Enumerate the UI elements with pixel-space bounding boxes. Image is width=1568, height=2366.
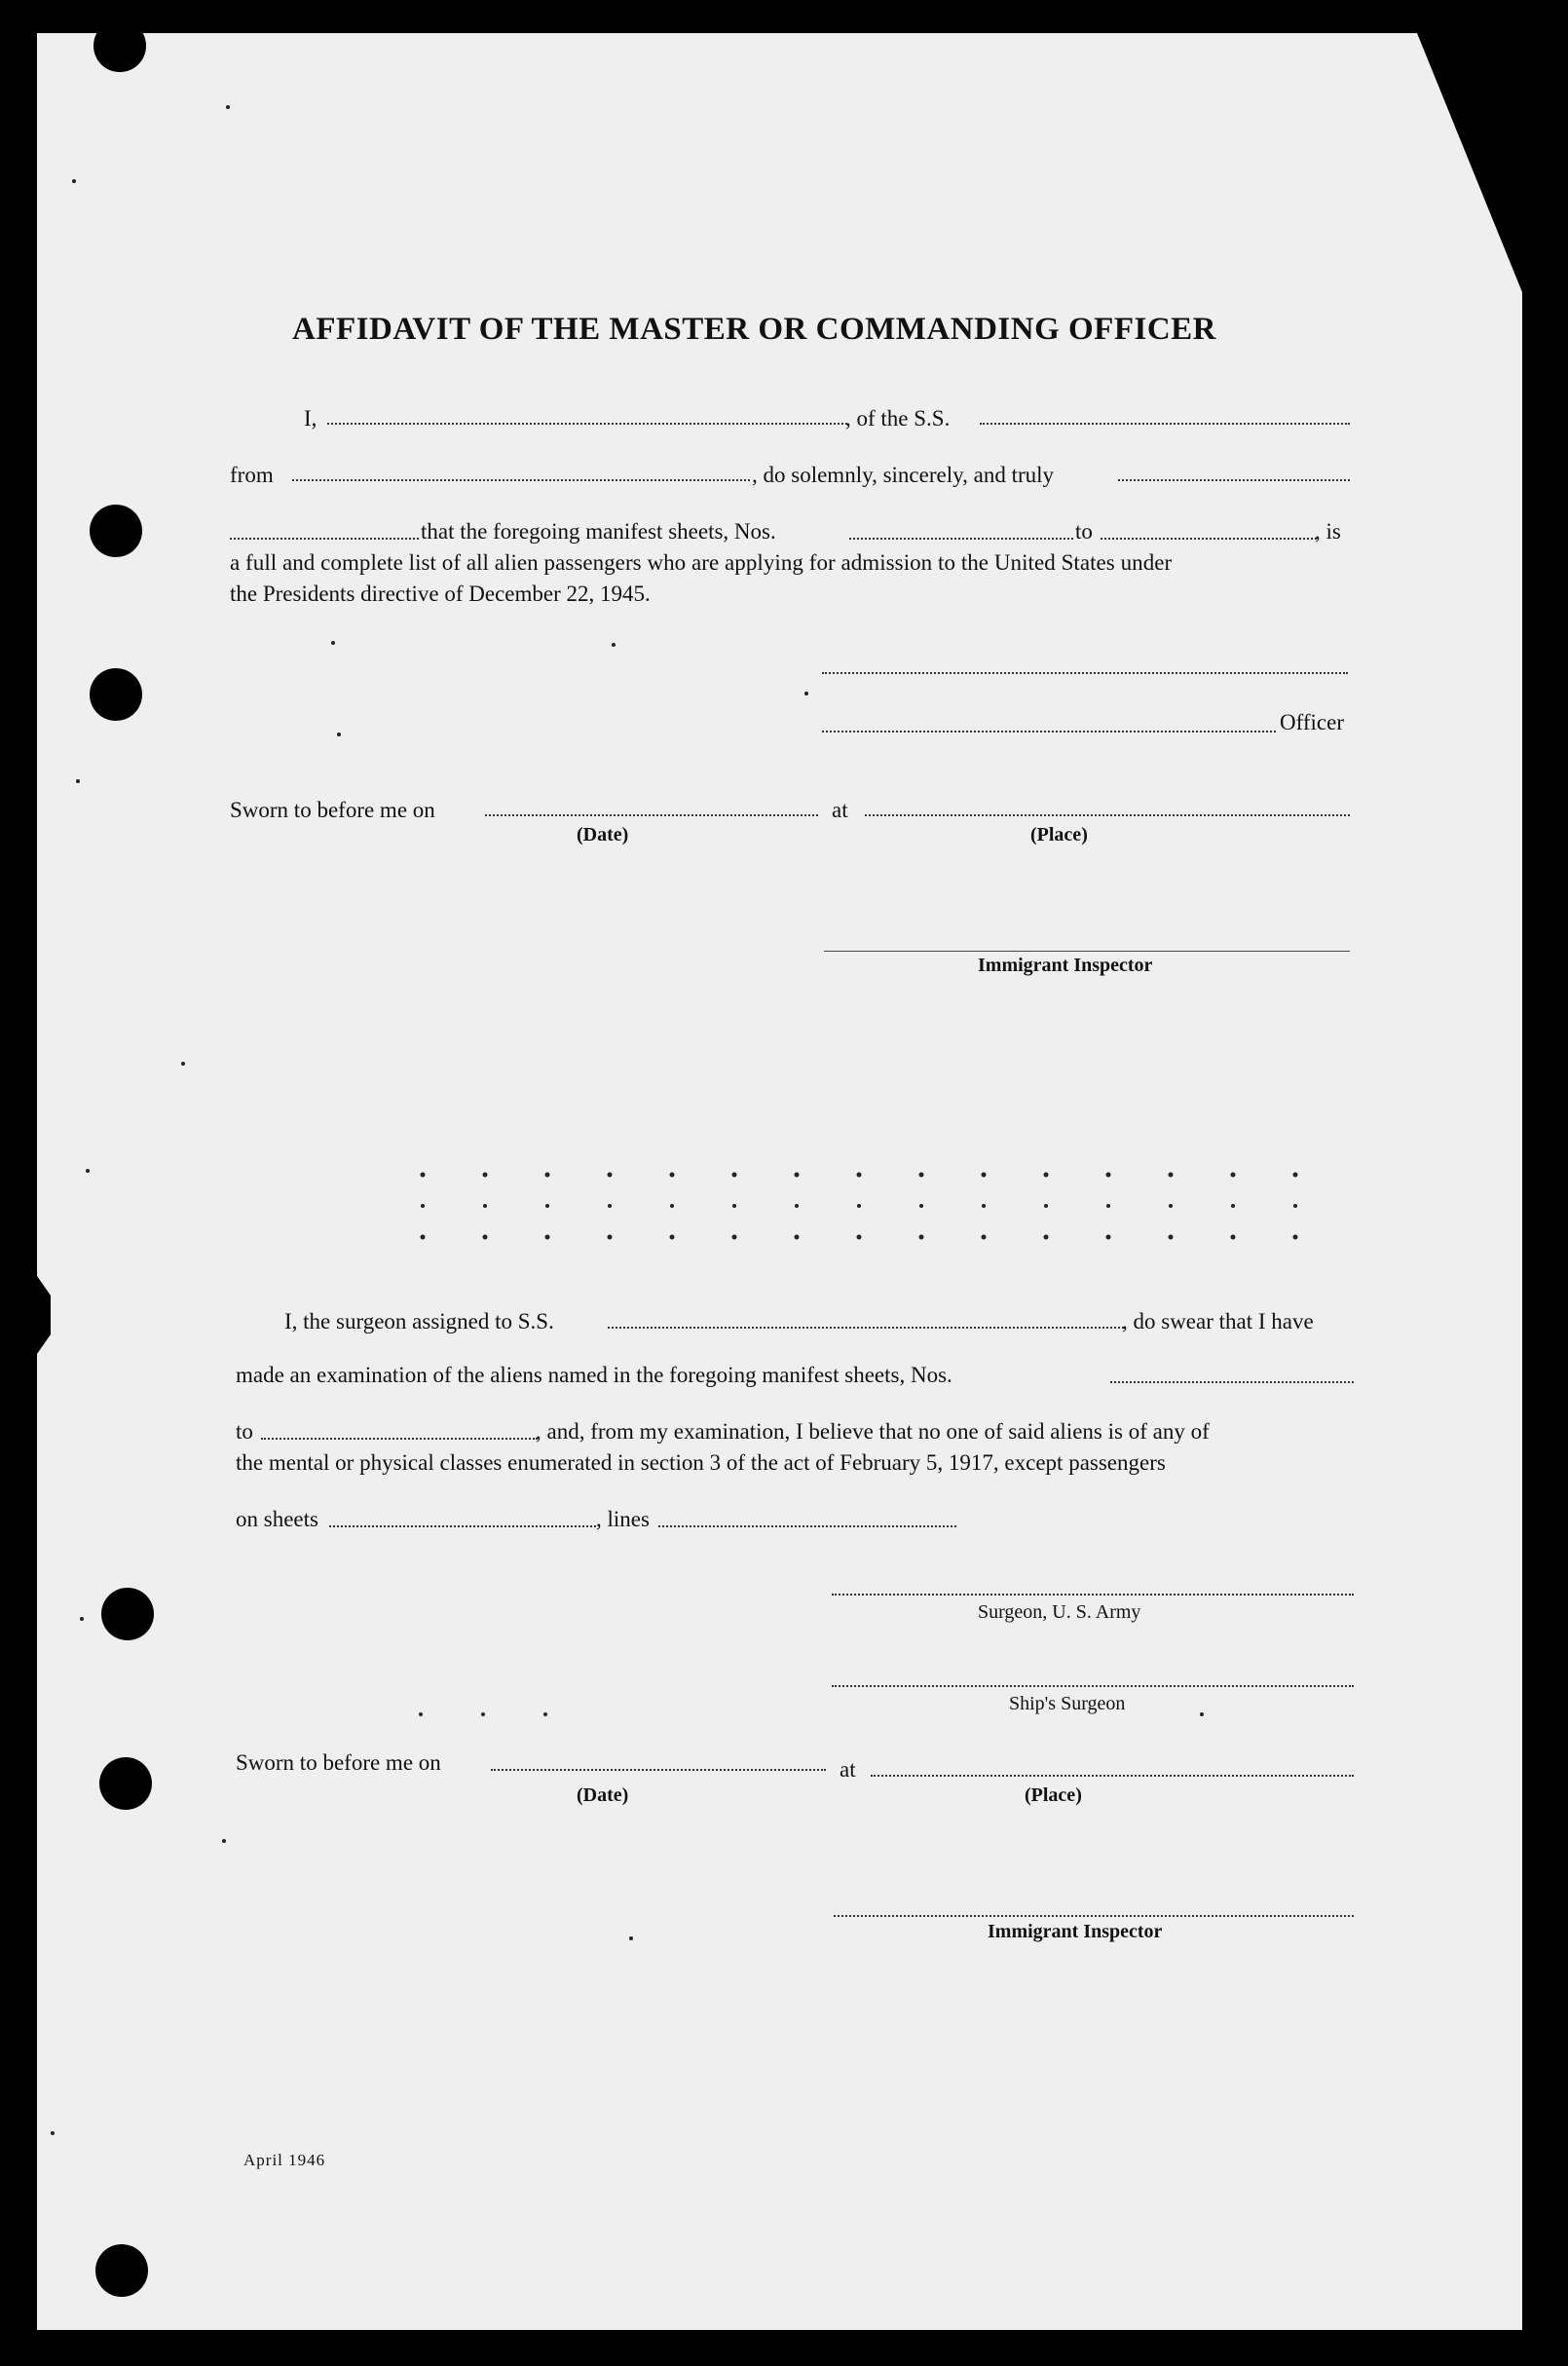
lines-label: , lines [596, 1507, 650, 1531]
punch-hole [90, 668, 142, 721]
master-sworn-place-field[interactable] [865, 814, 1350, 816]
paper-speck [86, 1169, 90, 1173]
paper-speck [1200, 1712, 1204, 1716]
surgeon-sworn-date-field[interactable] [491, 1769, 826, 1771]
ship-surgeon-signature-line[interactable] [832, 1685, 1354, 1687]
lines-field[interactable] [658, 1525, 956, 1527]
oath-verb-field[interactable] [230, 538, 419, 540]
of-ss-label: , of the S.S. [845, 406, 951, 431]
surgeon-inspector-label: Immigrant Inspector [988, 1921, 1163, 1942]
paper-speck [76, 779, 80, 783]
paper-speck [804, 692, 808, 695]
surgeon-line1-end: , do swear that I have [1122, 1309, 1314, 1333]
from-port-field[interactable] [292, 479, 750, 481]
oath-type-field[interactable] [1118, 479, 1350, 481]
master-sworn-date-field[interactable] [485, 814, 818, 816]
paper-speck [331, 641, 335, 645]
officer-title-line[interactable] [822, 731, 1276, 732]
surgeon-to-label: to [236, 1419, 253, 1444]
surgeon-inspector-line[interactable] [834, 1915, 1354, 1917]
dot-grid-divider [409, 1159, 1315, 1257]
paper-speck [72, 179, 76, 183]
paper-speck [419, 1712, 423, 1716]
punch-hole [99, 1757, 152, 1810]
master-at-label: at [832, 798, 848, 822]
do-solemnly-label: , do solemnly, sincerely, and truly [752, 463, 1055, 487]
paper-speck [612, 643, 616, 647]
master-sworn-label: Sworn to before me on [230, 798, 435, 822]
paper-speck [51, 2131, 55, 2135]
paper-speck [80, 1617, 84, 1621]
army-surgeon-label: Surgeon, U. S. Army [978, 1601, 1141, 1623]
surgeon-line1-start: I, the surgeon assigned to S.S. [284, 1309, 554, 1333]
surgeon-place-caption: (Place) [1025, 1784, 1082, 1806]
ship-surgeon-label: Ship's Surgeon [1009, 1693, 1126, 1714]
surgeon-line3-end: , and, from my examination, I believe that no one of said aliens is of any of [536, 1419, 1210, 1444]
surgeon-sworn-label: Sworn to before me on [236, 1750, 441, 1775]
surgeon-date-caption: (Date) [577, 1784, 629, 1806]
master-body-line3: the Presidents directive of December 22, 1945. [230, 582, 651, 606]
punch-hole [93, 19, 146, 72]
surgeon-at-label: at [840, 1757, 856, 1782]
master-inspector-line[interactable] [824, 951, 1350, 952]
sheet-from-field[interactable] [849, 538, 1073, 540]
surgeon-sworn-place-field[interactable] [871, 1775, 1354, 1777]
paper-speck [543, 1712, 547, 1716]
surgeon-sheets-to-field[interactable] [261, 1438, 538, 1440]
surgeon-line2: made an examination of the aliens named in the foregoing manifest sheets, Nos. [236, 1363, 952, 1387]
punch-hole [95, 2244, 148, 2297]
army-surgeon-signature-line[interactable] [832, 1594, 1354, 1596]
to-label: to [1075, 519, 1093, 544]
surgeon-sheets-from-field[interactable] [1110, 1381, 1354, 1383]
officer-signature-line[interactable] [822, 672, 1348, 674]
master-place-caption: (Place) [1030, 824, 1088, 845]
surgeon-line4: the mental or physical classes enumerated in section 3 of the act of February 5, 1917, except passengers [236, 1450, 1166, 1475]
surgeon-ship-field[interactable] [608, 1327, 1124, 1329]
from-label: from [230, 463, 274, 487]
form-edition-date: April 1946 [243, 2151, 326, 2169]
page-title: AFFIDAVIT OF THE MASTER OR COMMANDING OFFICER [292, 312, 1216, 347]
paper-speck [629, 1936, 633, 1940]
officer-label: Officer [1280, 710, 1344, 734]
on-sheets-field[interactable] [329, 1525, 596, 1527]
punch-hole [101, 1588, 154, 1640]
that-manifest-label: that the foregoing manifest sheets, Nos. [421, 519, 776, 544]
master-name-field[interactable] [327, 423, 847, 425]
i-label: I, [304, 406, 317, 431]
paper-speck [181, 1062, 185, 1066]
paper-speck [337, 732, 341, 736]
paper-speck [481, 1712, 485, 1716]
master-body-line2: a full and complete list of all alien passengers who are applying for admission to the United States under [230, 550, 1173, 575]
master-date-caption: (Date) [577, 824, 629, 845]
on-sheets-label: on sheets [236, 1507, 318, 1531]
paper-speck [226, 105, 230, 109]
ship-name-field[interactable] [980, 423, 1350, 425]
punch-hole [90, 505, 142, 557]
is-label: , is [1315, 519, 1341, 544]
master-inspector-label: Immigrant Inspector [978, 955, 1153, 976]
sheet-to-field[interactable] [1101, 538, 1317, 540]
paper-speck [222, 1839, 226, 1843]
